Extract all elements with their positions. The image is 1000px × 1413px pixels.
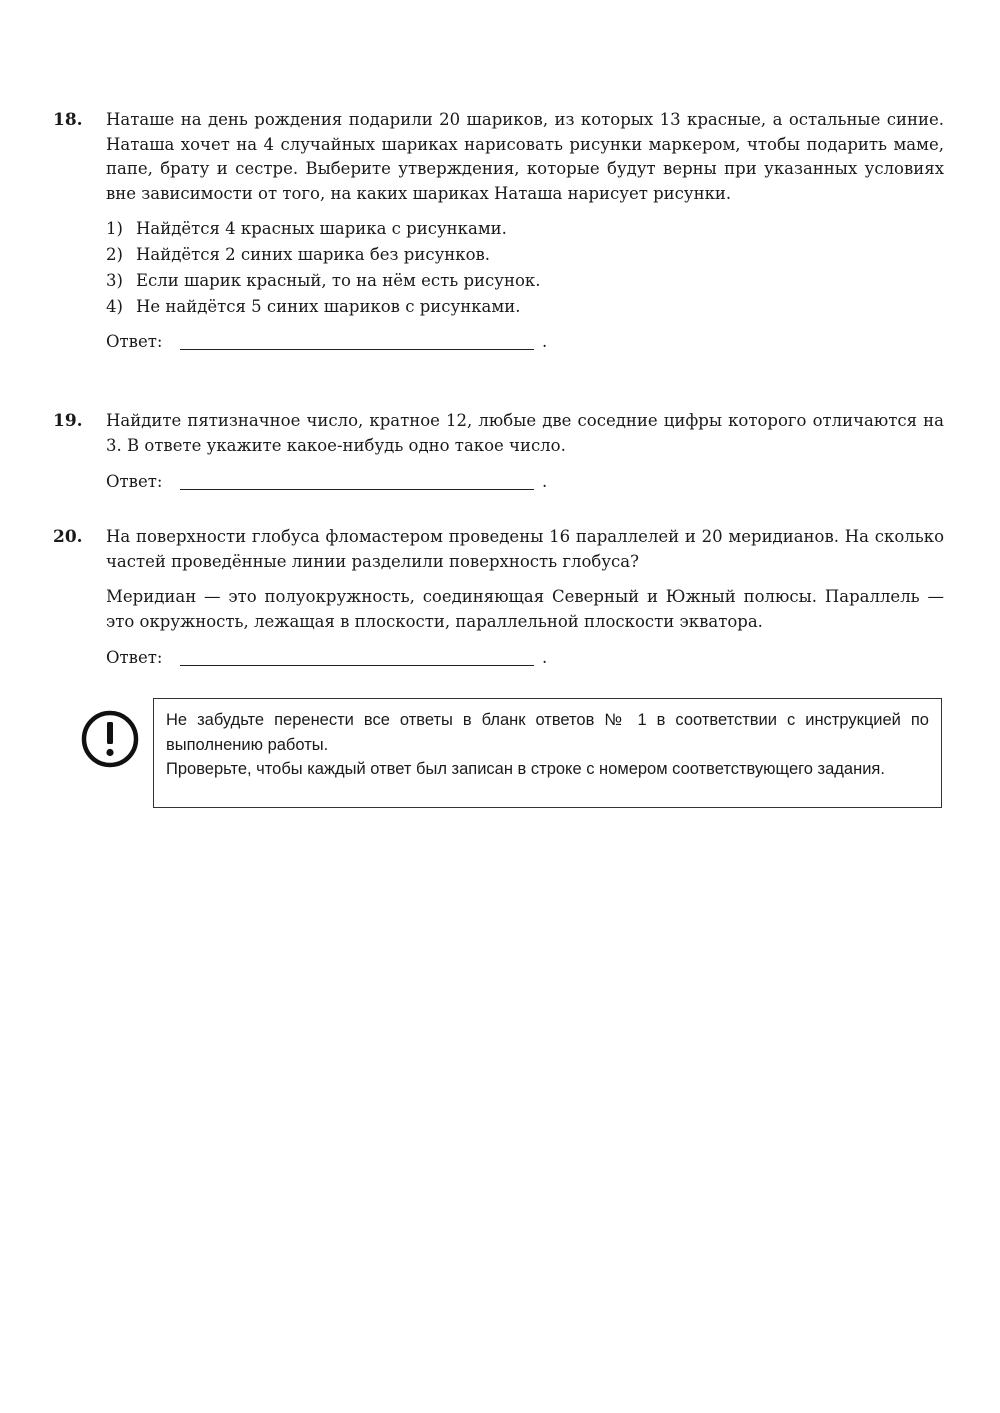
task-text: На поверхности глобуса фломастером проведены 16 параллелей и 20 меридианов. На сколько частей проведённые линии разделили поверхность глобуса?: [106, 527, 944, 571]
option-number: 2): [106, 245, 123, 264]
notice-line-2: Проверьте, чтобы каждый ответ был записан в строке с номером соответствующего задания.: [166, 760, 885, 778]
option-text: Если шарик красный, то на нём есть рисунок.: [136, 271, 541, 290]
task-body: [106, 409, 944, 494]
answer-field[interactable]: [180, 473, 534, 490]
option-item: [106, 242, 944, 268]
answer-period: .: [542, 472, 548, 491]
answer-row: [106, 646, 944, 670]
option-number: 3): [106, 271, 123, 290]
answer-period: .: [542, 332, 548, 351]
option-item: [106, 294, 944, 320]
option-number: 1): [106, 219, 123, 238]
option-text: Не найдётся 5 синих шариков с рисунками.: [136, 297, 521, 316]
task-number: 20.: [53, 527, 83, 547]
answer-row: [106, 470, 944, 494]
answer-field[interactable]: [180, 649, 534, 666]
task-text: Найдите пятизначное число, кратное 12, любые две соседние цифры которого отличаются на 3. В ответе укажите какое-нибудь одно такое число.: [106, 411, 944, 455]
option-number: 4): [106, 297, 123, 316]
task-number: 18.: [53, 110, 83, 130]
answer-label: Ответ:: [106, 332, 163, 351]
exclamation-circle-icon: [80, 709, 140, 769]
answer-label: Ответ:: [106, 472, 163, 491]
task-number: 19.: [53, 411, 83, 431]
options-list: [106, 216, 944, 320]
answer-label: Ответ:: [106, 648, 163, 667]
answer-field[interactable]: [180, 333, 534, 350]
option-item: [106, 216, 944, 242]
answer-row: [106, 330, 944, 354]
option-item: [106, 268, 944, 294]
answer-period: .: [542, 648, 548, 667]
task-note: Меридиан — это полуокружность, соединяющая Северный и Южный полюсы. Параллель — это окружность, лежащая в плоскости, параллельной плоскости экватора.: [106, 587, 944, 631]
task-body: [106, 108, 944, 354]
task-text: Наташе на день рождения подарили 20 шариков, из которых 13 красные, а остальные синие. Наташа хочет на 4 случайных шариках нарисовать рисунки маркером, чтобы подарить маме, папе, брату и сестре. Выберите утверждения, которые будут верны при указанных условиях вне зависимости от того, на каких шариках Наташа нарисует рисунки.: [106, 110, 944, 203]
notice-line-1: Не забудьте перенести все ответы в бланк ответов № 1 в соответствии с инструкцией по выполнению работы.: [166, 711, 929, 754]
notice-box: [153, 698, 942, 808]
option-text: Найдётся 4 красных шарика с рисунками.: [136, 219, 507, 238]
task-body: [106, 525, 944, 670]
option-text: Найдётся 2 синих шарика без рисунков.: [136, 245, 491, 264]
